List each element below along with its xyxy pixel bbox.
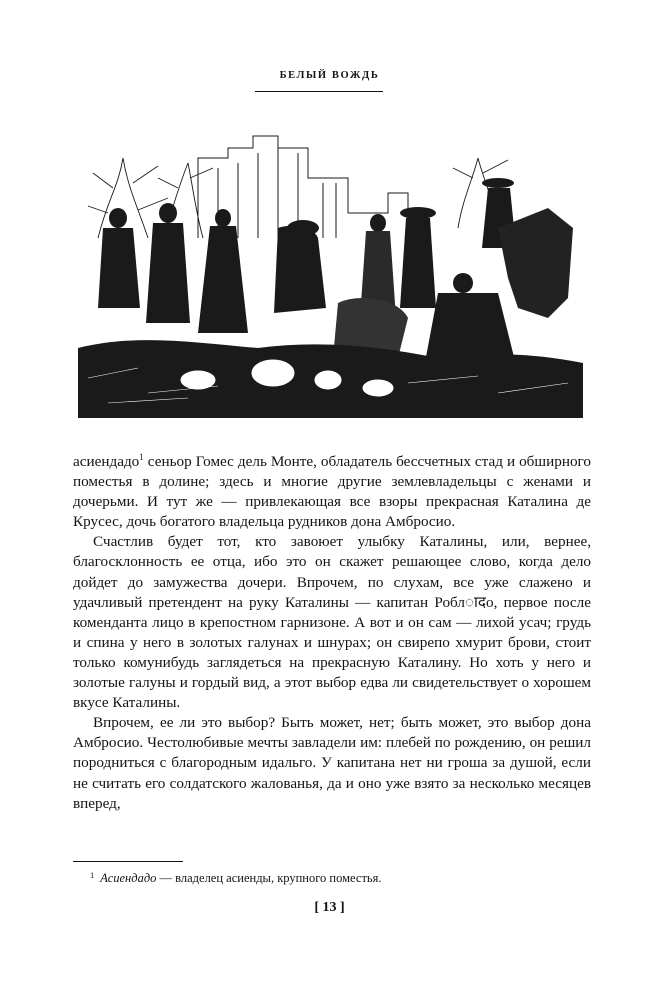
running-head-rule <box>255 91 383 92</box>
body-text <box>73 452 591 814</box>
footnote-reference: 1 <box>139 452 144 462</box>
footnote-definition: — владелец асиенды, крупного поместья. <box>156 871 382 885</box>
footnote <box>90 867 590 886</box>
paragraph-1-text: сеньор Гомес дель Монте, обладатель бессчетных стад и обширного поместья в долине; здесь и многие другие землевладельцы с женами и дочерьми. И тут же — привлекающая все взоры прекрасная Каталина де Крусес, дочь богатого владельца рудников дона Амбросио. <box>73 453 591 531</box>
running-head: БЕЛЫЙ ВОЖДЬ <box>279 70 380 81</box>
page-number: [ 13 ] <box>314 900 345 915</box>
paragraph-2: Счастлив будет тот, кто завоюет улыбку Каталины, или, вернее, благосклонность ее отца, ибо это он скажет решающее слово, когда дело дойдет до замужества дочери. Впрочем, по слухам, все уже слажено и удачливый претендент на руку Каталины — капитан Роблादо, первое после коменданта лицо в крепостном гарнизоне. А вот и он сам — лихой усач; грудь и спина у него в золотых галунах и шнурах; он свирепо хмурит брови, стоит только комунибудь заглядеться на прекрасную Каталину. Но хоть у него и золотые галуны и гордый вид, а этот выбор едва ли свидетельствует о хорошем вкусе Каталины. <box>73 533 591 712</box>
paragraph-1 <box>73 452 591 532</box>
paragraph-1-start: асиендадо <box>73 453 140 470</box>
engraving-drawing <box>78 118 583 418</box>
footnote-rule <box>73 861 183 862</box>
paragraph-3: Впрочем, ее ли это выбор? Быть может, нет; быть может, это выбор дона Амбросио. Честолюбивые мечты завладели им: плебей по рождению, он решил породниться с благородным идальго. У капитана нет ни гроша за душой, если не считать его солдатского жалованья, да и оно уже взято за несколько месяцев вперед, <box>73 714 591 812</box>
illustration-market-scene <box>78 118 583 418</box>
footnote-number: 1 <box>90 870 95 880</box>
footnote-term: Асиендадо <box>100 871 157 885</box>
